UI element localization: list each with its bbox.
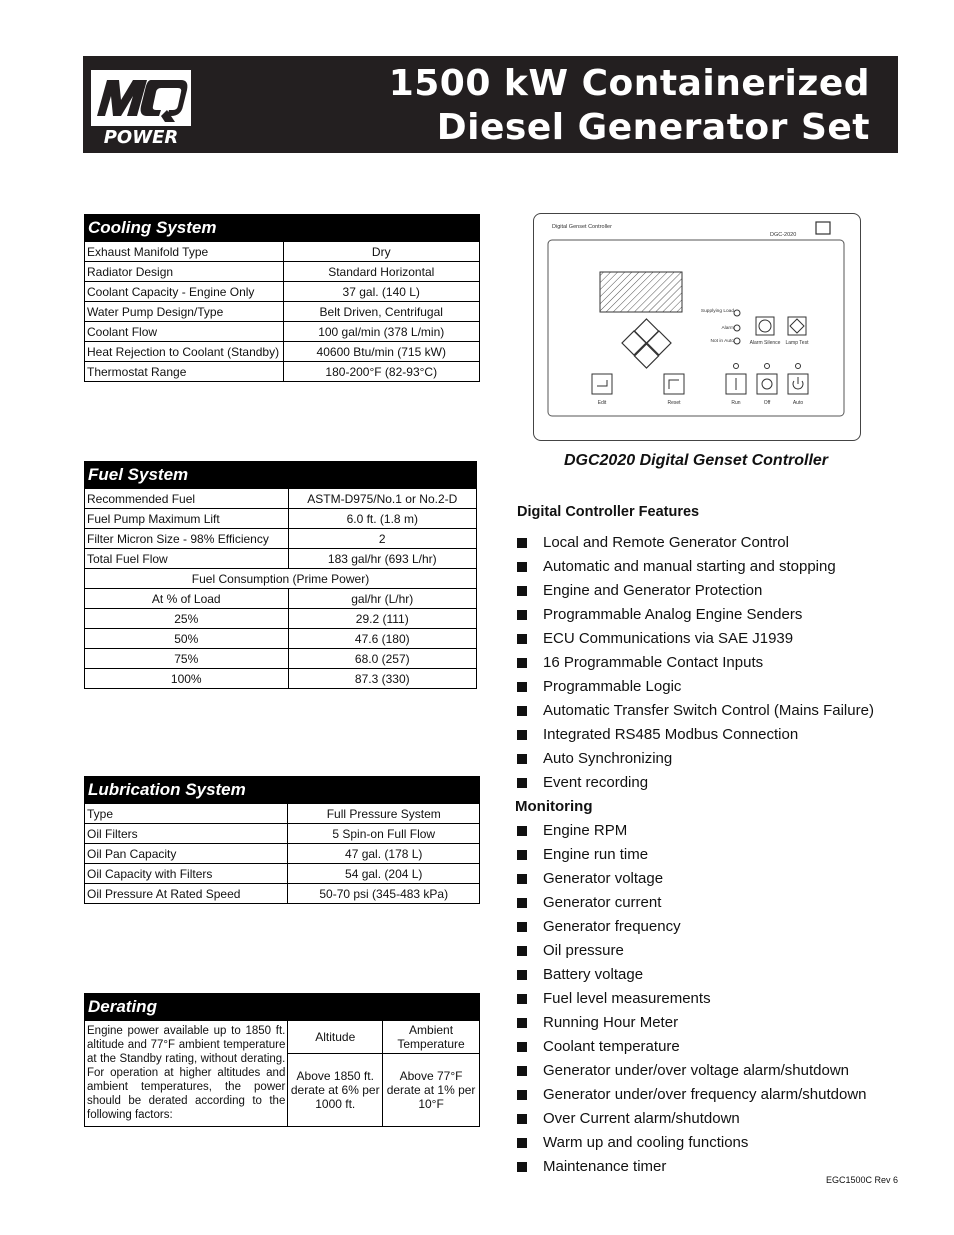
nav-up-icon[interactable] [635,319,659,343]
cooling-value: 40600 Btu/min (715 kW) [283,342,480,362]
controller-caption: DGC2020 Digital Genset Controller [563,452,829,469]
controller-model: DGC-2020 [770,232,797,238]
fuel-consumption-rate: 29.2 (111) [288,609,476,629]
feature-text: Over Current alarm/shutdown [543,1110,740,1127]
feature-text: Coolant temperature [543,1038,680,1055]
nav-down-icon[interactable] [635,344,659,368]
bullet-square-icon [517,706,527,716]
indicator-not-in-auto: Not in Auto [710,339,734,344]
feature-item [515,725,915,749]
feature-text: Warm up and cooling functions [543,1134,749,1151]
feature-text: Engine and Generator Protection [543,582,763,599]
auto-power-icon [793,377,803,389]
cooling-row [85,282,480,302]
fuel-consumption-load: 100% [85,669,289,689]
cooling-label: Radiator Design [85,262,284,282]
fuel-consumption-title: Fuel Consumption (Prime Power) [85,569,477,589]
off-icon [762,379,772,389]
cooling-value: 37 gal. (140 L) [283,282,480,302]
reset-icon [669,380,679,389]
feature-text: ECU Communications via SAE J1939 [543,630,794,647]
cooling-value: Dry [283,242,480,262]
fuel-row [85,489,477,509]
alarm-silence-label: Alarm Silence [749,340,781,346]
not-in-auto-led-icon [734,338,740,344]
lube-row [85,804,480,824]
fuel-consumption-row [85,629,477,649]
feature-text: Generator current [543,894,662,911]
bullet-square-icon [517,970,527,980]
fuel-consumption-load: 75% [85,649,289,669]
feature-text: Engine RPM [543,822,628,839]
feature-text: Programmable Analog Engine Senders [543,606,803,623]
lube-value: 5 Spin-on Full Flow [288,824,480,844]
basler-logo-icon [816,222,830,234]
feature-item [515,965,915,989]
fuel-col-load: At % of Load [85,589,289,609]
feature-item [515,557,915,581]
cooling-label: Coolant Capacity - Engine Only [85,282,284,302]
bullet-square-icon [517,730,527,740]
bullet-square-icon [517,1066,527,1076]
cooling-label: Coolant Flow [85,322,284,342]
feature-text: Generator voltage [543,870,664,887]
fuel-col-rate: gal/hr (L/hr) [288,589,476,609]
feature-item [515,533,915,557]
feature-item [515,821,915,845]
controller-brand: Digital Genset Controller [552,224,612,230]
lube-label: Oil Filters [85,824,288,844]
revision-label: EGC1500C Rev 6 [825,1175,898,1185]
fuel-consumption-load: 25% [85,609,289,629]
lubrication-system-table [84,776,480,904]
lcd-display [600,272,682,312]
feature-item [515,917,915,941]
lube-label: Type [85,804,288,824]
auto-led-icon [796,364,801,369]
cooling-system-table [84,214,480,382]
feature-text: Engine run time [543,846,649,863]
lube-value: Full Pressure System [288,804,480,824]
fuel-consumption-rate: 87.3 (330) [288,669,476,689]
feature-item [515,1085,915,1109]
bullet-square-icon [517,658,527,668]
fuel-consumption-rate: 47.6 (180) [288,629,476,649]
feature-text: Automatic and manual starting and stopping [543,558,836,575]
feature-text: Generator under/over frequency alarm/shutdown [543,1086,867,1103]
bullet-square-icon [517,850,527,860]
derating-title: Derating [85,994,480,1021]
lube-value: 54 gal. (204 L) [288,864,480,884]
bullet-square-icon [517,922,527,932]
fuel-row [85,509,477,529]
cooling-row [85,362,480,382]
bullet-square-icon [517,1162,527,1172]
lube-label: Oil Pan Capacity [85,844,288,864]
feature-text: Event recording [543,774,649,791]
bullet-square-icon [517,634,527,644]
fuel-value: ASTM-D975/No.1 or No.2-D [288,489,476,509]
cooling-row [85,302,480,322]
feature-item [515,1133,915,1157]
cooling-value: Standard Horizontal [283,262,480,282]
feature-text: Automatic Transfer Switch Control (Mains Failure) [543,702,874,719]
reset-label: Reset [667,400,681,406]
monitoring-title: Monitoring [515,798,593,815]
bullet-square-icon [517,1018,527,1028]
alarm-led-icon [734,325,740,331]
fuel-system-table [84,461,477,689]
fuel-label: Filter Micron Size - 98% Efficiency [85,529,289,549]
feature-text: 16 Programmable Contact Inputs [543,654,764,671]
page-header [83,56,898,153]
bullet-square-icon [517,1138,527,1148]
feature-item [515,701,915,725]
auto-label: Auto [792,400,804,406]
cooling-label: Thermostat Range [85,362,284,382]
fuel-value: 6.0 ft. (1.8 m) [288,509,476,529]
derating-col-altitude: Altitude [288,1021,383,1054]
fuel-row [85,529,477,549]
off-led-icon [765,364,770,369]
feature-text: Programmable Logic [543,678,682,695]
feature-item [515,941,915,965]
feature-item [515,869,915,893]
controller-image [533,213,861,441]
feature-item [515,893,915,917]
lubrication-system-title: Lubrication System [85,777,480,804]
fuel-row [85,549,477,569]
bullet-square-icon [517,682,527,692]
run-led-icon [734,364,739,369]
feature-item [515,677,915,701]
feature-item [515,1109,915,1133]
cooling-label: Heat Rejection to Coolant (Standby) [85,342,284,362]
cooling-value: Belt Driven, Centrifugal [283,302,480,322]
title-line-1: 1500 kW Containerized [388,63,870,104]
feature-list [515,533,915,1181]
lube-row [85,884,480,904]
cooling-value: 100 gal/min (378 L/min) [283,322,480,342]
feature-text: Generator frequency [543,918,681,935]
bullet-square-icon [517,562,527,572]
cooling-value: 180-200°F (82-93°C) [283,362,480,382]
cooling-system-title: Cooling System [85,215,480,242]
lube-value: 50-70 psi (345-483 kPa) [288,884,480,904]
nav-right-icon[interactable] [647,331,671,355]
lube-row [85,824,480,844]
feature-item [515,773,915,797]
controller-panel [534,214,860,440]
feature-item [515,629,915,653]
derating-paragraph: Engine power available up to 1850 ft. altitude and 77°F ambient temperature at the Standby rating, without derating. For operation at higher altitudes and ambient temperatures, the power should be derated according to the following factors: [85,1021,288,1127]
off-button[interactable] [757,374,777,394]
bullet-square-icon [517,778,527,788]
fuel-system-title: Fuel System [85,462,477,489]
indicator-supplying-load: Supplying Load [700,309,734,314]
cooling-row [85,342,480,362]
fuel-consumption-load: 50% [85,629,289,649]
bullet-square-icon [517,826,527,836]
supplying-load-led-icon [734,310,740,316]
lube-label: Oil Pressure At Rated Speed [85,884,288,904]
bullet-square-icon [517,994,527,1004]
fuel-consumption-rate: 68.0 (257) [288,649,476,669]
lube-label: Oil Capacity with Filters [85,864,288,884]
run-label: Run [731,400,741,406]
derating-table [84,993,480,1127]
fuel-consumption-row [85,649,477,669]
derating-altitude-factor: Above 1850 ft. derate at 6% per 1000 ft. [288,1054,383,1127]
feature-text: Fuel level measurements [543,990,711,1007]
lube-row [85,844,480,864]
feature-item [515,1061,915,1085]
fuel-consumption-row [85,669,477,689]
title-line-2: Diesel Generator Set [436,107,870,148]
derating-col-ambient: Ambient Temperature [383,1021,480,1054]
fuel-value: 183 gal/hr (693 L/hr) [288,549,476,569]
edit-button[interactable] [592,374,612,394]
feature-item [515,989,915,1013]
feature-text: Generator under/over voltage alarm/shutdown [543,1062,850,1079]
feature-item [515,1013,915,1037]
derating-ambient-factor: Above 77°F derate at 1% per 10°F [383,1054,480,1127]
feature-text: Oil pressure [543,942,624,959]
indicator-alarm: Alarm [721,326,734,331]
lube-value: 47 gal. (178 L) [288,844,480,864]
bullet-square-icon [517,1042,527,1052]
feature-item [515,845,915,869]
feature-item [515,581,915,605]
bullet-square-icon [517,898,527,908]
fuel-consumption-row [85,609,477,629]
feature-item [515,749,915,773]
fuel-label: Fuel Pump Maximum Lift [85,509,289,529]
cooling-label: Exhaust Manifold Type [85,242,284,262]
page-title [389,62,870,150]
edit-icon [597,380,607,386]
bullet-square-icon [517,538,527,548]
feature-item [515,653,915,677]
feature-text: Battery voltage [543,966,644,983]
bullet-square-icon [517,586,527,596]
feature-text: Maintenance timer [543,1158,667,1175]
edit-label: Edit [597,400,607,406]
cooling-row [85,322,480,342]
off-label: Off [763,400,771,406]
fuel-value: 2 [288,529,476,549]
mq-power-logo [91,70,191,148]
cooling-row [85,262,480,282]
lube-row [85,864,480,884]
feature-item [515,605,915,629]
bullet-square-icon [517,1090,527,1100]
bullet-square-icon [517,1114,527,1124]
fuel-label: Total Fuel Flow [85,549,289,569]
nav-left-icon[interactable] [622,331,646,355]
feature-item [515,1037,915,1061]
cooling-label: Water Pump Design/Type [85,302,284,322]
feature-text: Running Hour Meter [543,1014,679,1031]
alarm-silence-icon [759,320,771,332]
reset-button[interactable] [664,374,684,394]
feature-text: Auto Synchronizing [543,750,673,767]
bullet-square-icon [517,610,527,620]
feature-text: Local and Remote Generator Control [543,534,789,551]
lamp-test-icon [790,319,804,333]
bullet-square-icon [517,754,527,764]
features-title: Digital Controller Features [517,504,700,520]
bullet-square-icon [517,946,527,956]
bullet-square-icon [517,874,527,884]
cooling-row [85,242,480,262]
svg-text:POWER: POWER [103,127,179,148]
lamp-test-label: Lamp Test [785,340,809,346]
fuel-label: Recommended Fuel [85,489,289,509]
feature-text: Integrated RS485 Modbus Connection [543,726,799,743]
